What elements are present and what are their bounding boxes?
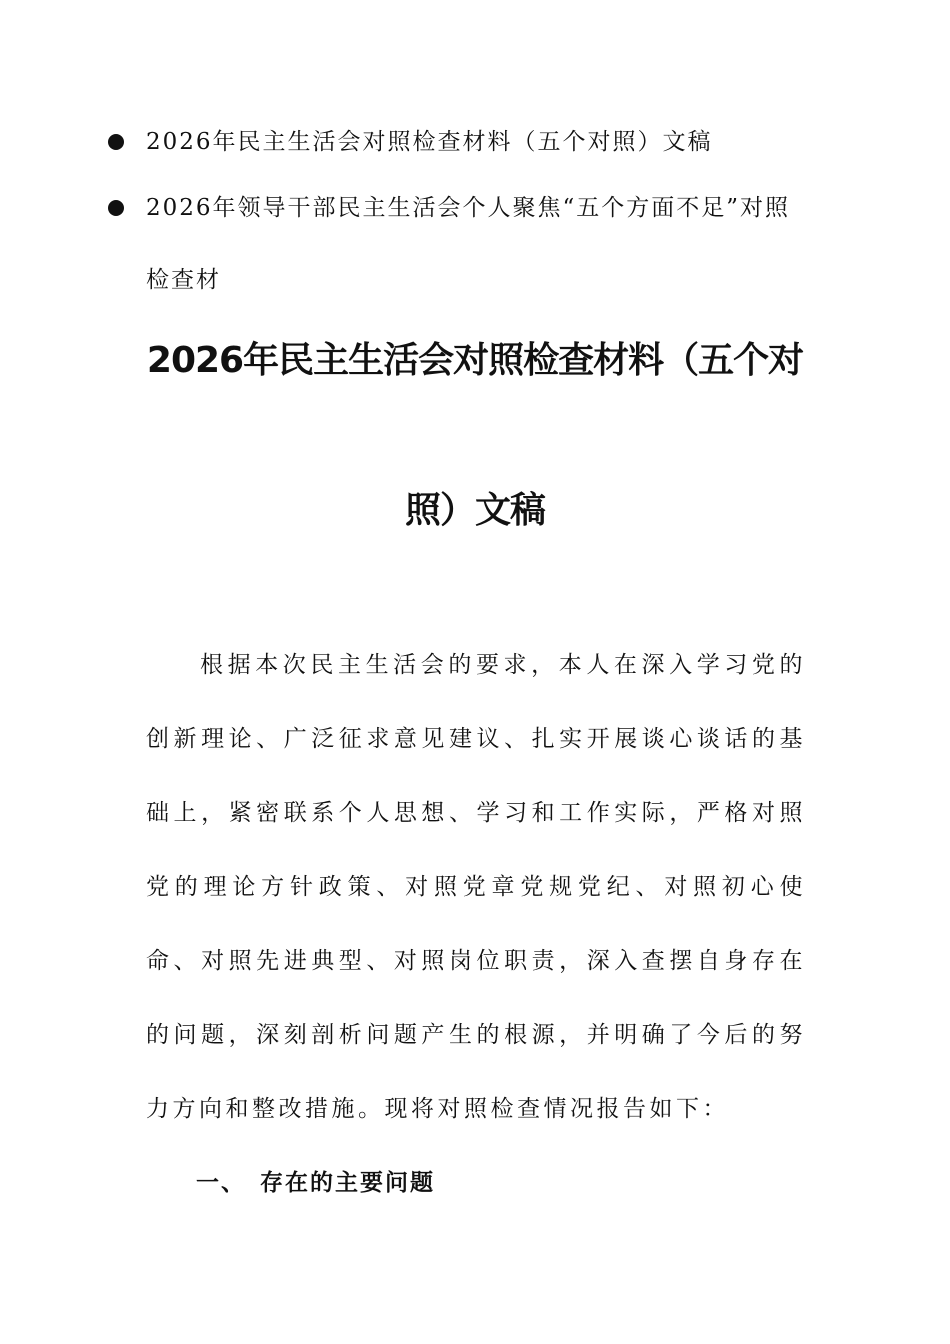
section-heading [196,1158,435,1208]
document-title-line-1: 2026年民主生活会对照检查材料（五个对 [146,340,804,381]
bullet-icon [108,134,124,150]
toc-item-text[interactable]: 2026年领导干部民主生活会个人聚焦“五个方面不足”对照检查材 [146,195,791,293]
toc-item-text[interactable]: 2026年民主生活会对照检查材料（五个对照）文稿 [146,129,713,155]
document-title-line-2: 照）文稿 [404,490,545,531]
section-number: 一、 [196,1169,246,1196]
bullet-icon [108,200,124,216]
body-paragraph: 根据本次民主生活会的要求，本人在深入学习党的创新理论、广泛征求意见建议、扎实开展谈心谈话的基础上，紧密联系个人思想、学习和工作实际，严格对照党的理论方针政策、对照党章党规党纪、对照初心使命、对照先进典型、对照岗位职责，深入查摆自身存在的问题，深刻剖析问题产生的根源，并明确了今后的努力方向和整改措施。现将对照检查情况报告如下： [146,652,806,1122]
section-title: 存在的主要问题 [260,1169,435,1196]
